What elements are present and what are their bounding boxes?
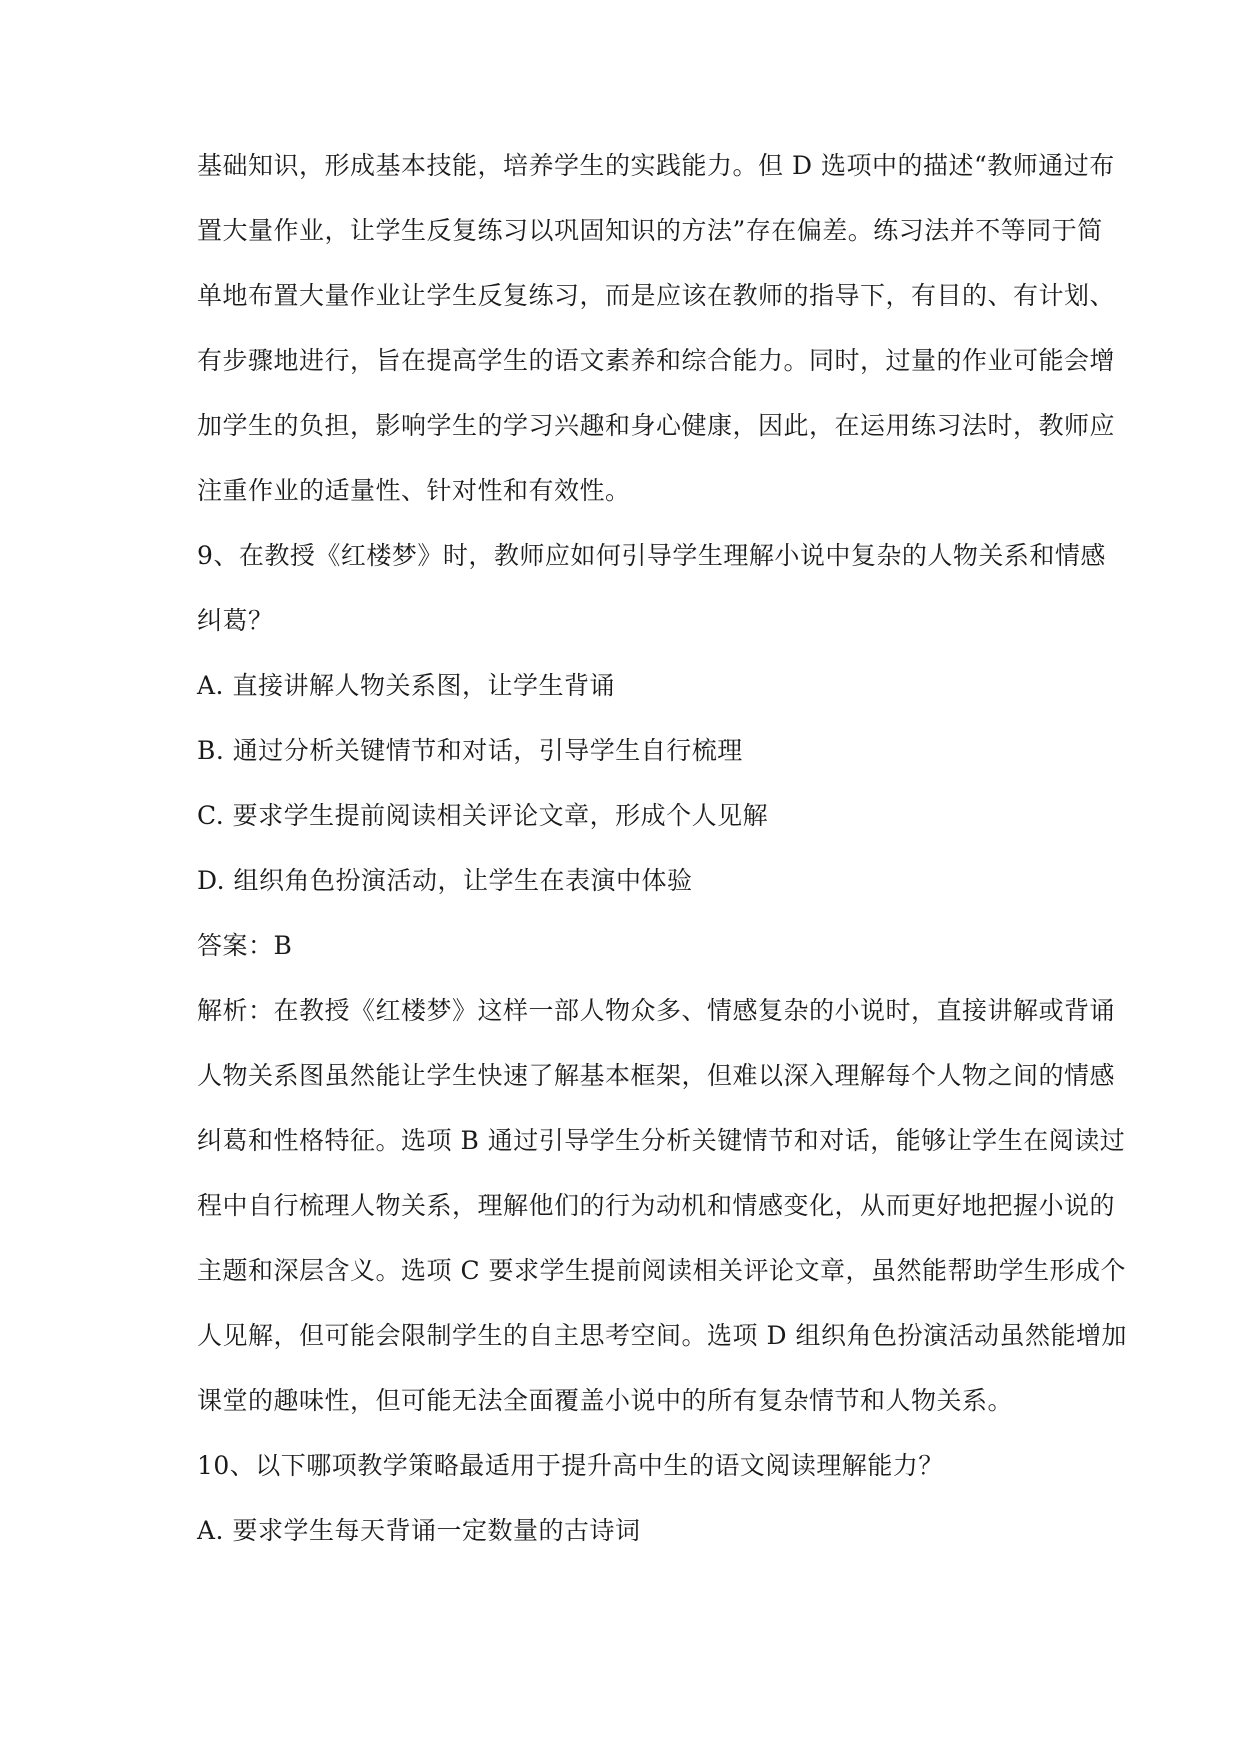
option-c: C. 要求学生提前阅读相关评论文章，形成个人见解 (197, 801, 769, 830)
option-a: A. 要求学生每天背诵一定数量的古诗词 (197, 1516, 641, 1545)
text-line: 基础知识，形成基本技能，培养学生的实践能力。但 D 选项中的描述“教师通过布 (197, 151, 1115, 180)
text-line: 加学生的负担，影响学生的学习兴趣和身心健康，因此，在运用练习法时，教师应 (197, 411, 1116, 440)
analysis-text: 课堂的趣味性，但可能无法全面覆盖小说中的所有复杂情节和人物关系。 (197, 1386, 1014, 1415)
answer-line: 答案：B (197, 931, 293, 960)
option-b: B. 通过分析关键情节和对话，引导学生自行梳理 (197, 736, 743, 765)
question-9-text: 纠葛？ (197, 606, 274, 635)
text-line: 置大量作业，让学生反复练习以巩固知识的方法”存在偏差。练习法并不等同于简 (197, 216, 1103, 245)
text-line: 单地布置大量作业让学生反复练习，而是应该在教师的指导下，有目的、有计划、 (197, 281, 1116, 310)
analysis-text: 程中自行梳理人物关系，理解他们的行为动机和情感变化，从而更好地把握小说的 (197, 1191, 1116, 1220)
question-9-text: 9、在教授《红楼梦》时，教师应如何引导学生理解小说中复杂的人物关系和情感 (197, 541, 1106, 570)
option-d: D. 组织角色扮演活动，让学生在表演中体验 (197, 866, 693, 895)
analysis-text: 人见解，但可能会限制学生的自主思考空间。选项 D 组织角色扮演活动虽然能增加 (197, 1321, 1127, 1350)
text-line: 注重作业的适量性、针对性和有效性。 (197, 476, 631, 505)
option-a: A. 直接讲解人物关系图，让学生背诵 (197, 671, 615, 700)
analysis-text: 人物关系图虽然能让学生快速了解基本框架，但难以深入理解每个人物之间的情感 (197, 1061, 1116, 1090)
question-10-text: 10、以下哪项教学策略最适用于提升高中生的语文阅读理解能力？ (197, 1451, 944, 1480)
analysis-text: 主题和深层含义。选项 C 要求学生提前阅读相关评论文章，虽然能帮助学生形成个 (197, 1256, 1127, 1285)
text-line: 有步骤地进行，旨在提高学生的语文素养和综合能力。同时，过量的作业可能会增 (197, 346, 1116, 375)
analysis-text: 解析：在教授《红楼梦》这样一部人物众多、情感复杂的小说时，直接讲解或背诵 (197, 996, 1116, 1025)
analysis-text: 纠葛和性格特征。选项 B 通过引导学生分析关键情节和对话，能够让学生在阅读过 (197, 1126, 1126, 1155)
